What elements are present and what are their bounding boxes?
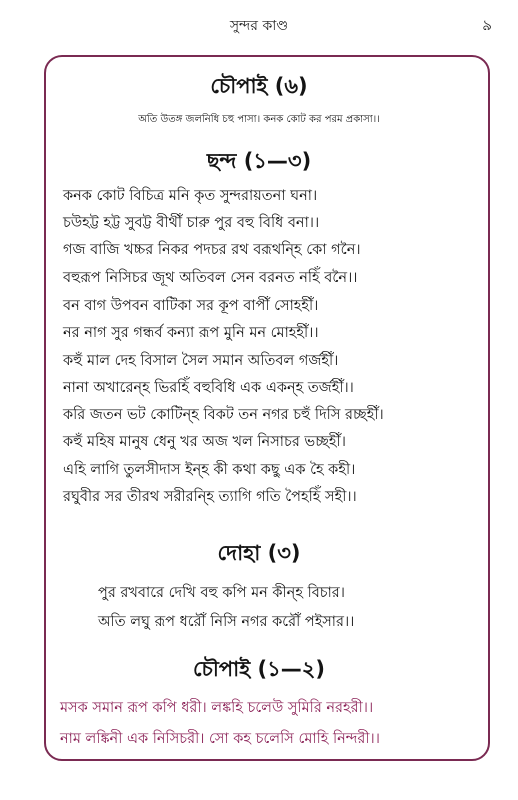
verse-line: অতি উতঙ্গ জলনিধি চহু পাসা। কনক কোট কর পরম প্রকাসা।। — [138, 114, 380, 125]
section-heading: ছন্দ (১—৩) — [206, 149, 312, 173]
verse-line: অতি লঘু রূপ ধরৌঁ নিসি নগর করৌঁ পইসার।। — [98, 614, 355, 630]
verse-line: এহি লাগি তুলসীদাস ইন্হ কী কথা কছু এক হৈ কহী। — [63, 462, 356, 478]
verse-line: মসক সমান রূপ কপি ধরী। লঙ্কহি চলেউ সুমিরি নরহরী।। — [60, 700, 374, 716]
verse-line: কহুঁ মহিষ মানুষ ধেনু খর অজ খল নিসাচর ভচ্ছহীঁ। — [63, 434, 346, 450]
section-heading: দোহা (৩) — [217, 541, 301, 565]
verse-line: নানা অখারেন্হ ভিরহিঁ বহুবিধি এক একন্হ তর্জহীঁ।। — [63, 380, 354, 396]
verse-line: বন বাগ উপবন বাটিকা সর কূপ বাপীঁ সোহহীঁ। — [63, 298, 319, 314]
verse-line: গজ বাজি খচ্চর নিকর পদচর রথ বরূথন্হি কো গনৈ। — [63, 242, 361, 258]
verse-line: নাম লঙ্কিনী এক নিসিচরী। সো কহ চলেসি মোহি নিন্দরী।। — [60, 731, 380, 747]
verse-line: রঘুবীর সর তীরথ সরীরন্হি ত্যাগি গতি পৈহহিঁ সহী।। — [63, 489, 357, 505]
verse-line: চউহট্ট হট্ট সুবট্ট বীথীঁ চারু পুর বহু বিধি বনা।। — [63, 215, 320, 231]
verse-line: বহুরূপ নিসিচর জূথ অতিবল সেন বরনত নহিঁ বনৈ।। — [63, 270, 358, 286]
section-heading: চৌপাই (১—২) — [193, 657, 325, 681]
verse-line: নর নাগ সুর গন্ধর্ব কন্যা রূপ মুনি মন মোহহীঁ।। — [63, 325, 319, 341]
page-number: ৯ — [482, 16, 492, 34]
running-title: সুন্দর কাণ্ড — [229, 18, 289, 34]
verse-line: কহুঁ মাল দেহ বিসাল সৈল সমান অতিবল গর্জহীঁ। — [63, 353, 339, 369]
section-heading: চৌপাই (৬) — [210, 74, 308, 98]
page-header — [0, 0, 518, 44]
verse-line: করি জতন ভট কোটিন্হ বিকট তন নগর চহুঁ দিসি রচ্ছহীঁ। — [63, 407, 384, 423]
verse-line: পুর রখবারে দেখি বহু কপি মন কীন্হ বিচার। — [98, 585, 345, 601]
verse-line: কনক কোট বিচিত্র মনি কৃত সুন্দরায়তনা ঘনা। — [63, 188, 318, 204]
